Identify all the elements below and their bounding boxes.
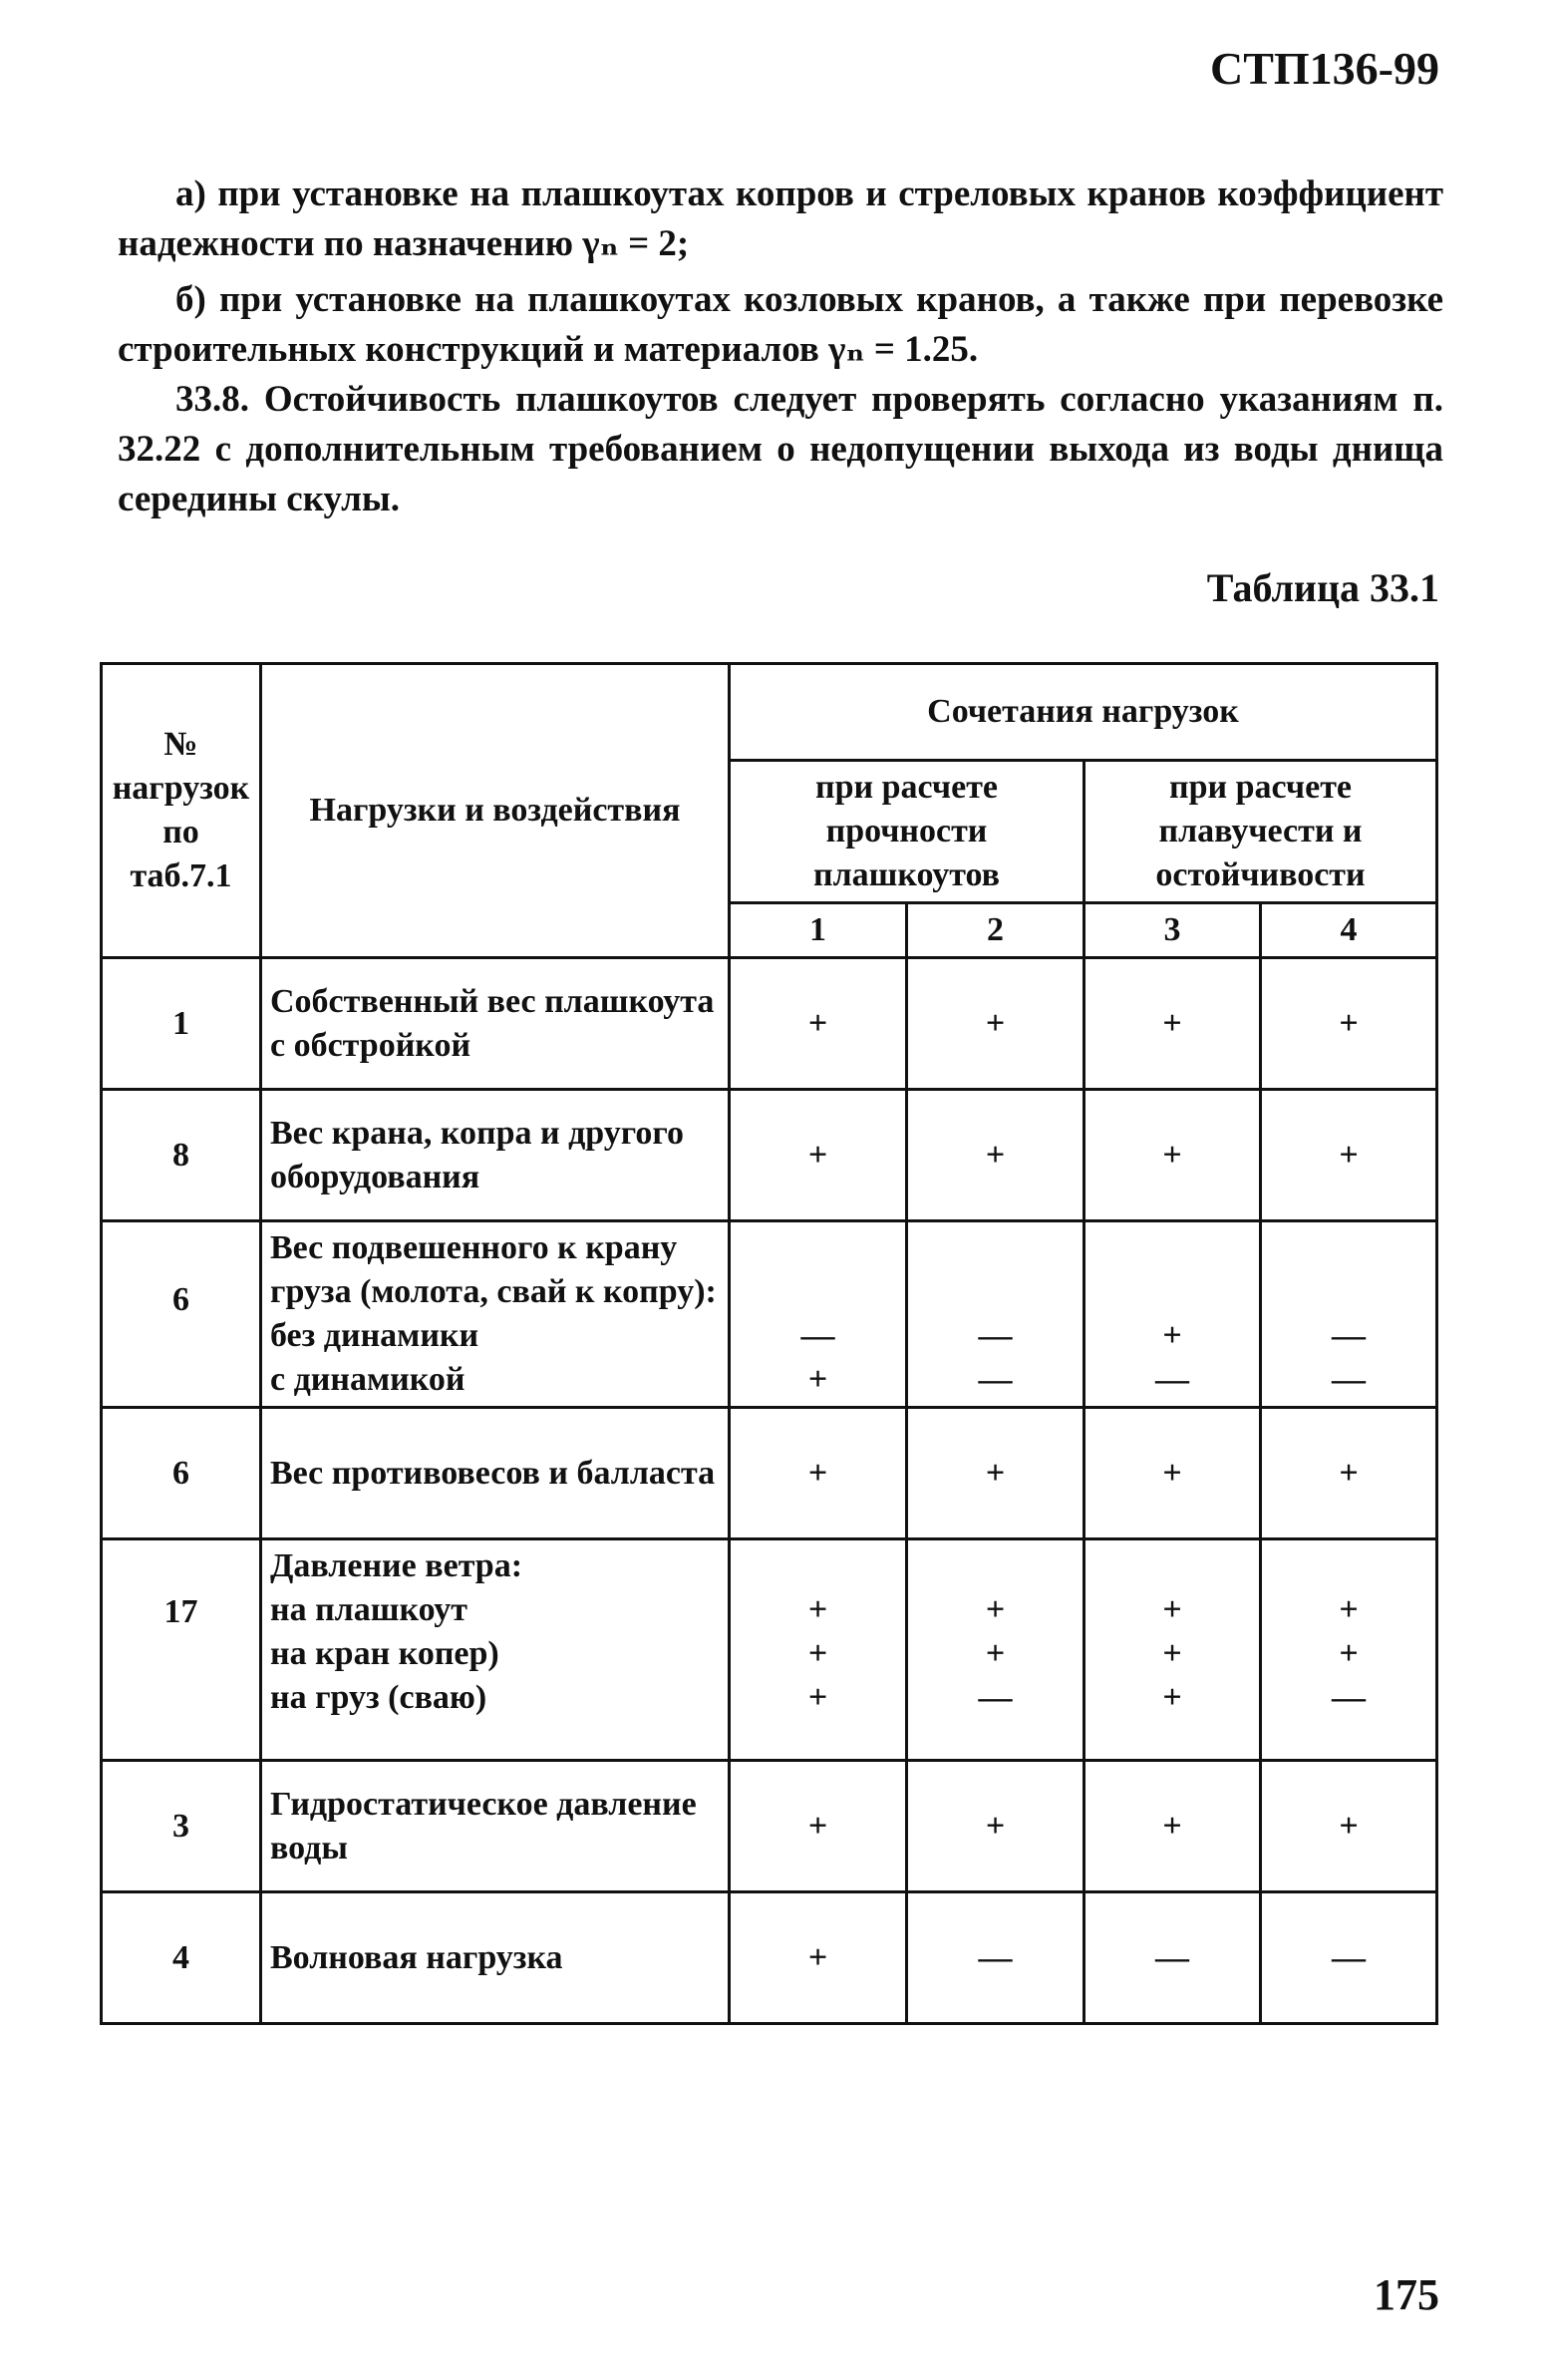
table-row <box>102 1090 1437 1221</box>
table-row <box>102 1892 1437 2024</box>
load-name-main: Давление ветра: <box>270 1547 523 1584</box>
cell-combo-3: + <box>1084 958 1261 1090</box>
cell-combo-3: — <box>1084 1892 1261 2024</box>
combo-mark: + <box>1162 1591 1182 1628</box>
cell-combo-4: + <box>1261 1761 1437 1892</box>
combo-mark: + <box>1162 1679 1182 1716</box>
combo-mark: — <box>800 1317 835 1354</box>
combo-mark: + <box>1339 1591 1359 1628</box>
load-subitem: без динамики <box>270 1317 479 1354</box>
cell-combo-4 <box>1261 1539 1437 1761</box>
cell-combo-2 <box>907 1539 1084 1761</box>
loads-table <box>100 662 1438 2025</box>
col-header-combinations: Сочетания нагрузок <box>730 664 1437 761</box>
cell-combo-1: + <box>730 1090 907 1221</box>
cell-load-no: 6 <box>102 1221 261 1408</box>
load-subitem: на плашкоут <box>270 1591 468 1628</box>
cell-load-name: Вес противовесов и балласта <box>261 1408 730 1539</box>
cell-combo-2 <box>907 1221 1084 1408</box>
combo-mark: + <box>807 1591 828 1628</box>
cell-load-no: 17 <box>102 1539 261 1761</box>
cell-load-no: 6 <box>102 1408 261 1539</box>
table-row <box>102 1221 1437 1408</box>
cell-load-name: Вес крана, копра и другого оборудования <box>261 1090 730 1221</box>
combo-mark: + <box>807 1635 828 1672</box>
cell-combo-3: + <box>1084 1090 1261 1221</box>
col-header-loads: Нагрузки и воздействия <box>261 664 730 958</box>
combo-mark: — <box>978 1317 1013 1354</box>
cell-combo-1: + <box>730 1892 907 2024</box>
combo-mark: — <box>1332 1361 1366 1398</box>
cell-combo-3: + <box>1084 1408 1261 1539</box>
cell-load-name: Собственный вес плашкоута с обстройкой <box>261 958 730 1090</box>
load-subitem: на кран копер) <box>270 1635 499 1672</box>
col-header-no: № нагрузок по таб.7.1 <box>102 664 261 958</box>
load-subitem: с динамикой <box>270 1361 465 1398</box>
cell-combo-2: + <box>907 1090 1084 1221</box>
cell-combo-1 <box>730 1221 907 1408</box>
combo-mark: + <box>1162 1635 1182 1672</box>
load-subitem: на груз (сваю) <box>270 1679 487 1716</box>
combo-mark: + <box>985 1635 1006 1672</box>
table-row <box>102 1539 1437 1761</box>
document-code: СТП136-99 <box>1210 43 1439 94</box>
paragraph-33-8-text: 33.8. Остойчивость плашкоутов следует проверять согласно указаниям п. 32.22 с дополнительным требованием о недопущении выхода из воды днища середины скулы. <box>118 379 1443 519</box>
combo-mark: — <box>978 1679 1013 1716</box>
combo-mark: + <box>985 1591 1006 1628</box>
paragraph-b <box>118 275 1443 375</box>
load-name-main: Вес подвешенного к крану груза (молота, свай к копру): <box>270 1229 717 1310</box>
cell-combo-3 <box>1084 1539 1261 1761</box>
combo-mark: — <box>1155 1361 1189 1398</box>
paragraph-a-text: а) при установке на плашкоутах копров и стреловых кранов коэффициент надежности по назначению γₙ = 2; <box>118 173 1443 264</box>
cell-load-name: Волновая нагрузка <box>261 1892 730 2024</box>
col-number-4: 4 <box>1261 903 1437 958</box>
combo-mark: + <box>1339 1635 1359 1672</box>
cell-load-name <box>261 1221 730 1408</box>
combo-mark: — <box>1332 1317 1366 1354</box>
cell-load-no: 3 <box>102 1761 261 1892</box>
cell-load-no: 8 <box>102 1090 261 1221</box>
cell-load-name: Гидростатическое давление воды <box>261 1761 730 1892</box>
combo-mark: + <box>807 1361 828 1398</box>
cell-combo-3 <box>1084 1221 1261 1408</box>
col-header-strength: при расчете прочности плашкоутов <box>730 761 1084 903</box>
cell-load-no: 1 <box>102 958 261 1090</box>
cell-combo-4: + <box>1261 958 1437 1090</box>
combo-mark: — <box>1332 1679 1366 1716</box>
cell-combo-2: + <box>907 1761 1084 1892</box>
cell-combo-1: + <box>730 1408 907 1539</box>
col-header-stability: при расчете плавучести и остойчивости <box>1084 761 1437 903</box>
page-number: 175 <box>1374 2270 1439 2319</box>
cell-combo-4: + <box>1261 1090 1437 1221</box>
table-caption: Таблица 33.1 <box>1206 565 1439 610</box>
paragraph-a <box>118 170 1443 269</box>
table-row <box>102 958 1437 1090</box>
combo-mark: — <box>978 1361 1013 1398</box>
cell-combo-1: + <box>730 1761 907 1892</box>
cell-combo-4 <box>1261 1221 1437 1408</box>
col-number-1: 1 <box>730 903 907 958</box>
combo-mark: + <box>1162 1317 1182 1354</box>
cell-load-no: 4 <box>102 1892 261 2024</box>
cell-combo-2: + <box>907 1408 1084 1539</box>
cell-combo-4: + <box>1261 1408 1437 1539</box>
cell-combo-1 <box>730 1539 907 1761</box>
cell-combo-3: + <box>1084 1761 1261 1892</box>
paragraph-b-text: б) при установке на плашкоутах козловых кранов, а также при перевозке строительных конструкций и материалов γₙ = 1.25. <box>118 279 1443 370</box>
combo-mark: + <box>807 1679 828 1716</box>
table-header-row <box>102 664 1437 761</box>
cell-load-name <box>261 1539 730 1761</box>
cell-combo-2: + <box>907 958 1084 1090</box>
cell-combo-2: — <box>907 1892 1084 2024</box>
table-row <box>102 1408 1437 1539</box>
col-number-2: 2 <box>907 903 1084 958</box>
col-number-3: 3 <box>1084 903 1261 958</box>
cell-combo-4: — <box>1261 1892 1437 2024</box>
cell-combo-1: + <box>730 958 907 1090</box>
table-row <box>102 1761 1437 1892</box>
paragraph-33-8 <box>118 375 1443 524</box>
